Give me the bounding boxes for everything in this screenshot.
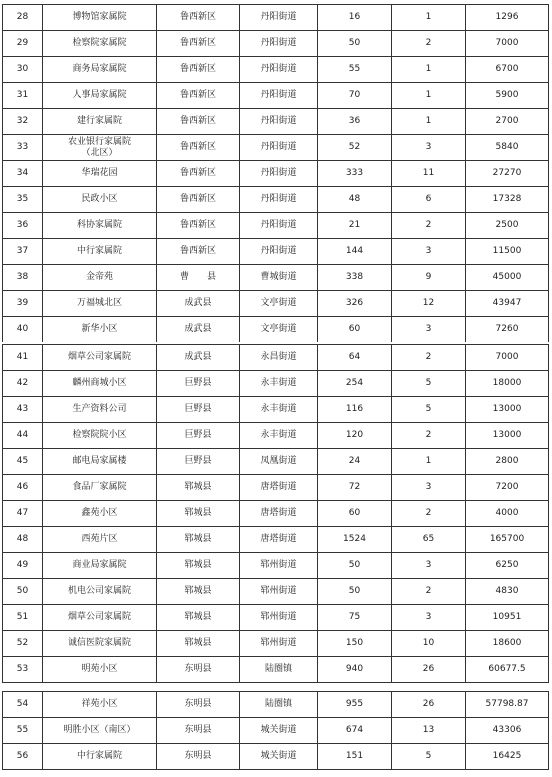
community-name: 祥苑小区 — [43, 692, 157, 718]
community-name: 中行家属院 — [43, 744, 157, 770]
buildings-cell: 3 — [392, 475, 466, 501]
district: 郓城县 — [157, 527, 240, 553]
district: 东明县 — [157, 657, 240, 683]
district: 巨野县 — [157, 423, 240, 449]
community-name: 邮电局家属楼 — [43, 449, 157, 475]
community-name: 民政小区 — [43, 187, 157, 213]
row-number: 53 — [3, 657, 43, 683]
district: 郓城县 — [157, 631, 240, 657]
area-cell: 18000 — [466, 371, 549, 397]
table-row — [3, 371, 549, 397]
buildings-cell: 2 — [392, 501, 466, 527]
households-cell: 338 — [318, 265, 392, 291]
buildings-cell: 3 — [392, 553, 466, 579]
row-number: 56 — [3, 744, 43, 770]
street: 郓州街道 — [240, 631, 318, 657]
street: 丹阳街道 — [240, 239, 318, 265]
row-number: 33 — [3, 135, 43, 161]
community-name: 商务局家属院 — [43, 57, 157, 83]
table-row — [3, 692, 549, 718]
area-cell: 4000 — [466, 501, 549, 527]
table-section-3 — [2, 691, 549, 770]
households-cell: 333 — [318, 161, 392, 187]
households-cell: 48 — [318, 187, 392, 213]
row-number: 40 — [3, 317, 43, 343]
community-name: 明苑小区 — [43, 657, 157, 683]
row-number: 47 — [3, 501, 43, 527]
street: 文亭街道 — [240, 291, 318, 317]
area-cell: 45000 — [466, 265, 549, 291]
street: 丹阳街道 — [240, 109, 318, 135]
buildings-cell: 5 — [392, 397, 466, 423]
district: 东明县 — [157, 744, 240, 770]
households-cell: 116 — [318, 397, 392, 423]
street: 丹阳街道 — [240, 161, 318, 187]
community-name: 华瑞花园 — [43, 161, 157, 187]
table-body-2 — [3, 345, 549, 683]
area-cell: 43306 — [466, 718, 549, 744]
table-row — [3, 579, 549, 605]
district: 曹 县 — [157, 265, 240, 291]
community-name: 明胜小区（南区） — [43, 718, 157, 744]
households-cell: 60 — [318, 317, 392, 343]
area-cell: 17328 — [466, 187, 549, 213]
table-row — [3, 631, 549, 657]
buildings-cell: 2 — [392, 213, 466, 239]
table-body-3 — [3, 692, 549, 770]
households-cell: 150 — [318, 631, 392, 657]
district: 鲁西新区 — [157, 57, 240, 83]
buildings-cell: 9 — [392, 265, 466, 291]
district: 东明县 — [157, 718, 240, 744]
area-cell: 7000 — [466, 31, 549, 57]
households-cell: 120 — [318, 423, 392, 449]
buildings-cell: 1 — [392, 449, 466, 475]
row-number: 52 — [3, 631, 43, 657]
households-cell: 16 — [318, 5, 392, 31]
table-row — [3, 5, 549, 31]
street: 城关街道 — [240, 744, 318, 770]
row-number: 35 — [3, 187, 43, 213]
street: 丹阳街道 — [240, 31, 318, 57]
district: 东明县 — [157, 692, 240, 718]
street: 丹阳街道 — [240, 57, 318, 83]
community-name: 建行家属院 — [43, 109, 157, 135]
street: 丹阳街道 — [240, 187, 318, 213]
district: 成武县 — [157, 317, 240, 343]
buildings-cell: 1 — [392, 57, 466, 83]
street: 城关街道 — [240, 718, 318, 744]
households-cell: 21 — [318, 213, 392, 239]
row-number: 55 — [3, 718, 43, 744]
buildings-cell: 6 — [392, 187, 466, 213]
area-cell: 13000 — [466, 423, 549, 449]
households-cell: 75 — [318, 605, 392, 631]
households-cell: 36 — [318, 109, 392, 135]
area-cell: 18600 — [466, 631, 549, 657]
buildings-cell: 65 — [392, 527, 466, 553]
row-number: 44 — [3, 423, 43, 449]
community-name: 中行家属院 — [43, 239, 157, 265]
buildings-cell: 1 — [392, 109, 466, 135]
buildings-cell: 26 — [392, 657, 466, 683]
table-row — [3, 475, 549, 501]
table-row — [3, 718, 549, 744]
households-cell: 55 — [318, 57, 392, 83]
area-cell: 5900 — [466, 83, 549, 109]
households-cell: 144 — [318, 239, 392, 265]
district: 鲁西新区 — [157, 239, 240, 265]
street: 永丰街道 — [240, 371, 318, 397]
table-row — [3, 527, 549, 553]
community-name: 机电公司家属院 — [43, 579, 157, 605]
households-cell: 72 — [318, 475, 392, 501]
district: 鲁西新区 — [157, 135, 240, 161]
area-cell: 165700 — [466, 527, 549, 553]
community-name: 万福城北区 — [43, 291, 157, 317]
district: 郓城县 — [157, 501, 240, 527]
row-number: 36 — [3, 213, 43, 239]
buildings-cell: 1 — [392, 5, 466, 31]
row-number: 41 — [3, 345, 43, 371]
buildings-cell: 2 — [392, 423, 466, 449]
row-number: 30 — [3, 57, 43, 83]
area-cell: 5840 — [466, 135, 549, 161]
district: 鲁西新区 — [157, 5, 240, 31]
community-name: 新华小区 — [43, 317, 157, 343]
area-cell: 13000 — [466, 397, 549, 423]
district: 鲁西新区 — [157, 83, 240, 109]
street: 曹城街道 — [240, 265, 318, 291]
street: 郓州街道 — [240, 605, 318, 631]
households-cell: 50 — [318, 579, 392, 605]
table-section-2 — [2, 344, 549, 683]
buildings-cell: 3 — [392, 239, 466, 265]
row-number: 46 — [3, 475, 43, 501]
community-name: 人事局家属院 — [43, 83, 157, 109]
buildings-cell: 5 — [392, 744, 466, 770]
buildings-cell: 3 — [392, 605, 466, 631]
community-name: 科协家属院 — [43, 213, 157, 239]
households-cell: 151 — [318, 744, 392, 770]
street: 丹阳街道 — [240, 213, 318, 239]
area-cell: 27270 — [466, 161, 549, 187]
community-name: 商业局家属院 — [43, 553, 157, 579]
row-number: 28 — [3, 5, 43, 31]
row-number: 34 — [3, 161, 43, 187]
district: 鲁西新区 — [157, 187, 240, 213]
street: 永昌街道 — [240, 345, 318, 371]
district: 巨野县 — [157, 449, 240, 475]
district: 巨野县 — [157, 371, 240, 397]
buildings-cell: 2 — [392, 579, 466, 605]
households-cell: 24 — [318, 449, 392, 475]
community-name: 食品厂家属院 — [43, 475, 157, 501]
street: 唐塔街道 — [240, 527, 318, 553]
community-name: 诚信医院家属院 — [43, 631, 157, 657]
table-row — [3, 657, 549, 683]
district: 鲁西新区 — [157, 109, 240, 135]
households-cell: 60 — [318, 501, 392, 527]
buildings-cell: 11 — [392, 161, 466, 187]
street: 永丰街道 — [240, 397, 318, 423]
table-row — [3, 449, 549, 475]
table-row — [3, 605, 549, 631]
table-row — [3, 239, 549, 265]
area-cell: 7260 — [466, 317, 549, 343]
buildings-cell: 1 — [392, 83, 466, 109]
table-section-1 — [2, 4, 549, 343]
table-row — [3, 423, 549, 449]
district: 鲁西新区 — [157, 213, 240, 239]
households-cell: 52 — [318, 135, 392, 161]
households-cell: 70 — [318, 83, 392, 109]
area-cell: 60677.5 — [466, 657, 549, 683]
community-name: 烟草公司家属院 — [43, 605, 157, 631]
area-cell: 6250 — [466, 553, 549, 579]
households-cell: 674 — [318, 718, 392, 744]
households-cell: 326 — [318, 291, 392, 317]
row-number: 31 — [3, 83, 43, 109]
street: 唐塔街道 — [240, 501, 318, 527]
area-cell: 2700 — [466, 109, 549, 135]
community-name: 博物馆家属院 — [43, 5, 157, 31]
street: 丹阳街道 — [240, 83, 318, 109]
table-row — [3, 135, 549, 161]
row-number: 37 — [3, 239, 43, 265]
area-cell: 7200 — [466, 475, 549, 501]
row-number: 38 — [3, 265, 43, 291]
community-name: 烟草公司家属院 — [43, 345, 157, 371]
table-row — [3, 57, 549, 83]
row-number: 39 — [3, 291, 43, 317]
row-number: 45 — [3, 449, 43, 475]
row-number: 43 — [3, 397, 43, 423]
area-cell: 2500 — [466, 213, 549, 239]
buildings-cell: 10 — [392, 631, 466, 657]
buildings-cell: 3 — [392, 317, 466, 343]
table-row — [3, 187, 549, 213]
area-cell: 16425 — [466, 744, 549, 770]
street: 陆圈镇 — [240, 692, 318, 718]
row-number: 48 — [3, 527, 43, 553]
table-row — [3, 291, 549, 317]
buildings-cell: 5 — [392, 371, 466, 397]
area-cell: 4830 — [466, 579, 549, 605]
area-cell: 10951 — [466, 605, 549, 631]
table-row — [3, 397, 549, 423]
buildings-cell: 26 — [392, 692, 466, 718]
street: 丹阳街道 — [240, 5, 318, 31]
table-row — [3, 109, 549, 135]
table-row — [3, 317, 549, 343]
district: 成武县 — [157, 291, 240, 317]
households-cell: 955 — [318, 692, 392, 718]
community-name: 检察院家属院 — [43, 31, 157, 57]
district: 郓城县 — [157, 553, 240, 579]
area-cell: 1296 — [466, 5, 549, 31]
community-name: 金帝苑 — [43, 265, 157, 291]
community-name: 鑫苑小区 — [43, 501, 157, 527]
area-cell: 43947 — [466, 291, 549, 317]
community-name: 检察院院小区 — [43, 423, 157, 449]
table-row — [3, 744, 549, 770]
households-cell: 254 — [318, 371, 392, 397]
row-number: 54 — [3, 692, 43, 718]
households-cell: 50 — [318, 553, 392, 579]
district: 郓城县 — [157, 605, 240, 631]
table-row — [3, 501, 549, 527]
community-name: 生产资料公司 — [43, 397, 157, 423]
area-cell: 7000 — [466, 345, 549, 371]
street: 郓州街道 — [240, 579, 318, 605]
street: 郓州街道 — [240, 553, 318, 579]
community-name: 农业银行家属院 （北区） — [43, 135, 157, 161]
table-body-1 — [3, 5, 549, 343]
street: 凤凰街道 — [240, 449, 318, 475]
street: 永丰街道 — [240, 423, 318, 449]
households-cell: 50 — [318, 31, 392, 57]
row-number: 32 — [3, 109, 43, 135]
district: 郓城县 — [157, 475, 240, 501]
district: 鲁西新区 — [157, 31, 240, 57]
households-cell: 940 — [318, 657, 392, 683]
buildings-cell: 3 — [392, 135, 466, 161]
row-number: 49 — [3, 553, 43, 579]
table-row — [3, 161, 549, 187]
area-cell: 2800 — [466, 449, 549, 475]
row-number: 50 — [3, 579, 43, 605]
buildings-cell: 2 — [392, 345, 466, 371]
row-number: 29 — [3, 31, 43, 57]
district: 成武县 — [157, 345, 240, 371]
buildings-cell: 2 — [392, 31, 466, 57]
buildings-cell: 13 — [392, 718, 466, 744]
area-cell: 6700 — [466, 57, 549, 83]
table-row — [3, 345, 549, 371]
table-row — [3, 553, 549, 579]
district: 鲁西新区 — [157, 161, 240, 187]
street: 丹阳街道 — [240, 135, 318, 161]
street: 文亭街道 — [240, 317, 318, 343]
table-row — [3, 265, 549, 291]
row-number: 42 — [3, 371, 43, 397]
row-number: 51 — [3, 605, 43, 631]
district: 巨野县 — [157, 397, 240, 423]
buildings-cell: 12 — [392, 291, 466, 317]
district: 郓城县 — [157, 579, 240, 605]
area-cell: 11500 — [466, 239, 549, 265]
community-name: 西苑片区 — [43, 527, 157, 553]
community-name: 麟州商城小区 — [43, 371, 157, 397]
households-cell: 64 — [318, 345, 392, 371]
street: 唐塔街道 — [240, 475, 318, 501]
table-row — [3, 213, 549, 239]
area-cell: 57798.87 — [466, 692, 549, 718]
table-row — [3, 31, 549, 57]
table-row — [3, 83, 549, 109]
street: 陆圈镇 — [240, 657, 318, 683]
households-cell: 1524 — [318, 527, 392, 553]
